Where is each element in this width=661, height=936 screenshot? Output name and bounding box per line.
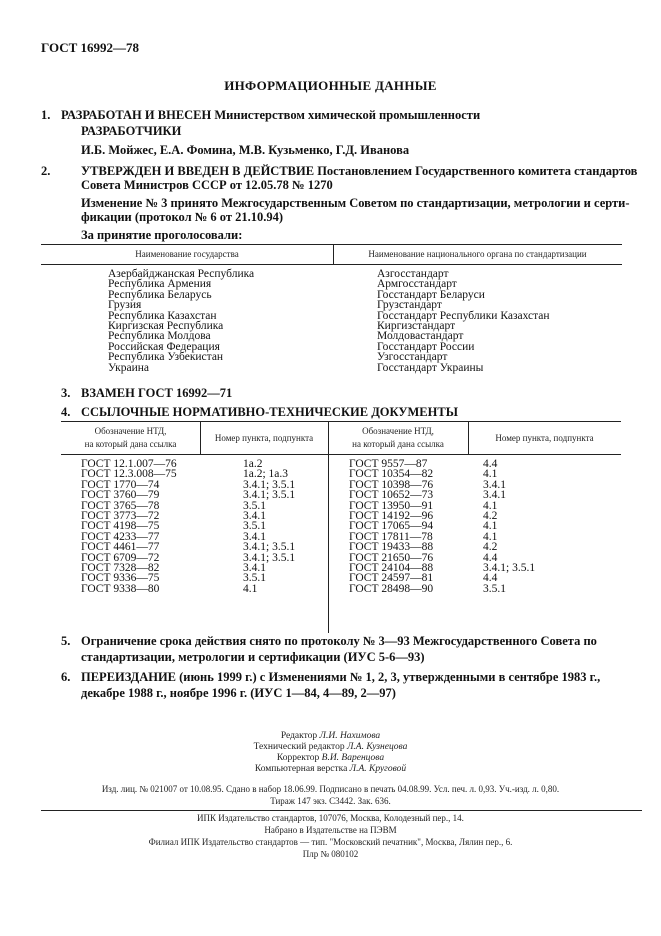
ref-table-divider	[328, 421, 329, 633]
ref-item: 3.4.1	[483, 478, 506, 491]
ref-doc: ГОСТ 3773—72	[81, 509, 160, 522]
body-row: Госстандарт Республики Казахстан	[377, 309, 550, 322]
state-row: Азербайджанская Республика	[108, 268, 255, 280]
ref-item: 4.1	[483, 499, 498, 512]
imprint-line2: Тираж 147 экз. С3442. Зак. 636.	[270, 796, 391, 806]
ref-item: 3.4.1	[243, 509, 266, 522]
ref-item: 4.2	[483, 541, 498, 554]
body-row: Армгосстандарт	[377, 278, 457, 291]
vote-table-header-rule	[41, 264, 622, 265]
ref-doc: ГОСТ 1770—74	[81, 478, 160, 491]
ref-item: 3.4.1	[483, 489, 506, 502]
change-note-line1: Изменение № 3 принято Межгосударственным Советом по стандартизации, метрологии и серти-	[81, 196, 630, 210]
vote-label: За принятие проголосовали:	[81, 228, 243, 242]
state-row: Республика Казахстан	[108, 309, 217, 322]
ref-doc: ГОСТ 13950—91	[349, 499, 434, 512]
ref-doc: ГОСТ 24104—88	[349, 561, 434, 574]
publisher-line1: ИПК Издательство стандартов, 107076, Москва, Колодезный пер., 14.	[197, 813, 464, 823]
ref-doc: ГОСТ 7328—82	[81, 561, 160, 574]
body-row: Киргизстандарт	[377, 319, 456, 332]
state-row: Республика Молдова	[108, 330, 211, 343]
ref-left-docs	[81, 459, 177, 594]
section-2-line2: Совета Министров СССР от 12.05.78 № 1270	[81, 178, 333, 192]
ref-right-items	[483, 459, 535, 594]
section-3-number: 3.	[61, 386, 71, 400]
ref-doc: ГОСТ 4461—77	[81, 541, 160, 554]
state-row: Киргизская Республика	[108, 319, 224, 332]
ref-item: 4.2	[483, 509, 498, 522]
ref-item: 3.5.1	[483, 582, 506, 595]
ref-right-docs	[349, 459, 433, 594]
state-row: Республика Беларусь	[108, 288, 212, 301]
section-5-line2: стандартизации, метрологии и сертификации (ИУС 5-6—93)	[81, 650, 425, 664]
ref-doc: ГОСТ 9338—80	[81, 582, 160, 595]
ref-item: 3.4.1	[243, 561, 266, 574]
ref-item: 1а.2; 1а.3	[243, 468, 289, 481]
section-6-line2: декабре 1988 г., ноябре 1996 г. (ИУС 1—84, 4—89, 2—97)	[81, 686, 396, 700]
ref-doc: ГОСТ 3765—78	[81, 499, 160, 512]
ref-item: 4.1	[483, 468, 498, 481]
body-row: Госстандарт Беларуси	[377, 288, 485, 301]
ref-item: 4.1	[483, 520, 498, 533]
ref-doc: ГОСТ 10354—82	[349, 468, 434, 481]
state-row: Республика Узбекистан	[108, 351, 224, 364]
change-note-line2: фикации (протокол № 6 от 21.10.94)	[81, 210, 284, 224]
developers-list: И.Б. Мойжес, Е.А. Фомина, М.В. Кузьменко, Г.Д. Иванова	[81, 143, 410, 157]
ref-doc: ГОСТ 10652—73	[349, 489, 434, 502]
section-3-text: ВЗАМЕН ГОСТ 16992—71	[81, 386, 233, 400]
ref-doc: ГОСТ 4233—77	[81, 530, 160, 543]
ref-doc: ГОСТ 17811—78	[349, 530, 433, 543]
ref-left-items	[243, 459, 295, 594]
state-row: Российская Федерация	[108, 340, 220, 353]
section-5-number: 5.	[61, 634, 71, 648]
ref-item: 4.4	[483, 551, 498, 564]
ref-header-item-left: Номер пункта, подпункта	[214, 433, 314, 443]
vote-table-header-body: Наименование национального органа по стандартизации	[368, 249, 587, 259]
section-1-number: 1.	[41, 108, 51, 122]
ref-item: 3.4.1; 3.5.1	[483, 561, 536, 574]
ref-item: 3.4.1; 3.5.1	[243, 489, 296, 502]
state-row: Грузия	[108, 299, 142, 312]
imprint-line1: Изд. лиц. № 021007 от 10.08.95. Сдано в набор 18.06.99. Подписано в печать 04.08.99. Усл. печ. л. 0,93. Уч.-изд. л. 0,80.	[101, 784, 560, 794]
document-header: ГОСТ 16992—78	[41, 40, 140, 55]
section-6-line1: ПЕРЕИЗДАНИЕ (июнь 1999 г.) с Изменениями № 1, 2, 3, утвержденными в сентябре 1983 г.,	[81, 670, 601, 684]
page-title: ИНФОРМАЦИОННЫЕ ДАННЫЕ	[224, 78, 437, 93]
section-1-text: Министерством химической промышленности	[211, 108, 481, 122]
ref-item: 4.1	[483, 530, 498, 543]
publisher-line2: Набрано в Издательстве на ПЭВМ	[264, 825, 397, 835]
body-row: Молдовастандарт	[377, 330, 464, 343]
ref-header-item-right: Номер пункта, подпункта	[495, 433, 594, 443]
vote-table-states	[108, 269, 254, 373]
ref-doc: ГОСТ 14192—96	[349, 509, 434, 522]
ref-doc: ГОСТ 9557—87	[349, 458, 428, 470]
section-2-line1: Постановлением Государственного комитета стандартов	[314, 164, 638, 178]
section-4-number: 4.	[61, 405, 71, 419]
body-row: Азгосстандарт	[377, 268, 449, 280]
ref-item: 1а.2	[243, 458, 263, 470]
ref-doc: ГОСТ 21650—76	[349, 551, 434, 564]
ref-item: 4.4	[483, 458, 498, 470]
body-row: Грузстандарт	[377, 299, 442, 312]
ref-doc: ГОСТ 24597—81	[349, 572, 434, 585]
ref-item: 3.4.1; 3.5.1	[243, 541, 296, 554]
section-5-line1: Ограничение срока действия снято по протоколу № 3—93 Межгосударственного Совета по	[81, 634, 597, 648]
ref-doc: ГОСТ 4198—75	[81, 520, 160, 533]
ref-item: 3.5.1	[243, 520, 266, 533]
developers-label: РАЗРАБОТЧИКИ	[81, 124, 182, 138]
publisher-line3: Филиал ИПК Издательство стандартов — тип. "Московский печатник", Москва, Лялин пер., 6.	[148, 837, 513, 847]
imprint-tech-editor: Технический редактор Л.А. Кузнецова	[253, 742, 408, 752]
ref-item: 4.4	[483, 572, 498, 585]
state-row: Украина	[108, 361, 149, 374]
imprint-rule	[41, 810, 642, 811]
section-2-lead: УТВЕРЖДЕН И ВВЕДЕН В ДЕЙСТВИЕ	[81, 164, 315, 178]
ref-item: 4.1	[243, 582, 258, 595]
section-6-number: 6.	[61, 670, 71, 684]
ref-doc: ГОСТ 17065—94	[349, 520, 434, 533]
vote-table-top-rule	[41, 244, 622, 245]
ref-doc: ГОСТ 9336—75	[81, 572, 160, 585]
ref-item: 3.4.1; 3.5.1	[243, 551, 296, 564]
vote-table-bodies	[377, 269, 550, 373]
ref-header-doc-right: Обозначение НТД, на который дана ссылка	[352, 426, 444, 449]
section-2-number: 2.	[41, 164, 51, 178]
ref-item: 3.5.1	[243, 499, 266, 512]
ref-doc: ГОСТ 6709—72	[81, 551, 160, 564]
vote-table-header-state: Наименование государства	[135, 249, 239, 259]
ref-doc: ГОСТ 12.1.007—76	[81, 458, 177, 470]
ref-item: 3.4.1	[243, 530, 266, 543]
ref-table-top-rule	[61, 421, 621, 422]
ref-doc: ГОСТ 28498—90	[349, 582, 434, 595]
ref-doc: ГОСТ 19433—88	[349, 541, 434, 554]
ref-doc: ГОСТ 12.3.008—75	[81, 468, 177, 481]
imprint-editor: Редактор Л.И. Нахимова	[280, 731, 381, 741]
body-row: Госстандарт России	[377, 340, 475, 353]
ref-table-header-rule	[61, 454, 621, 455]
ref-doc: ГОСТ 10398—76	[349, 478, 434, 491]
ref-item: 3.4.1; 3.5.1	[243, 478, 296, 491]
section-1-lead: РАЗРАБОТАН И ВНЕСЕН	[61, 108, 212, 122]
body-row: Госстандарт Украины	[377, 361, 484, 374]
section-4-text: ССЫЛОЧНЫЕ НОРМАТИВНО-ТЕХНИЧЕСКИЕ ДОКУМЕНТЫ	[81, 405, 458, 419]
state-row: Республика Армения	[108, 278, 212, 291]
imprint-proofreader: Корректор В.И. Варенцова	[276, 753, 385, 763]
ref-doc: ГОСТ 3760—79	[81, 489, 160, 502]
imprint-layout: Компьютерная верстка Л.А. Круговой	[254, 764, 407, 774]
ref-header-doc-left: Обозначение НТД, на который дана ссылка	[84, 426, 177, 449]
ref-item: 3.5.1	[243, 572, 266, 585]
publisher-line4: Плр № 080102	[302, 849, 359, 859]
body-row: Узгосстандарт	[377, 351, 448, 364]
